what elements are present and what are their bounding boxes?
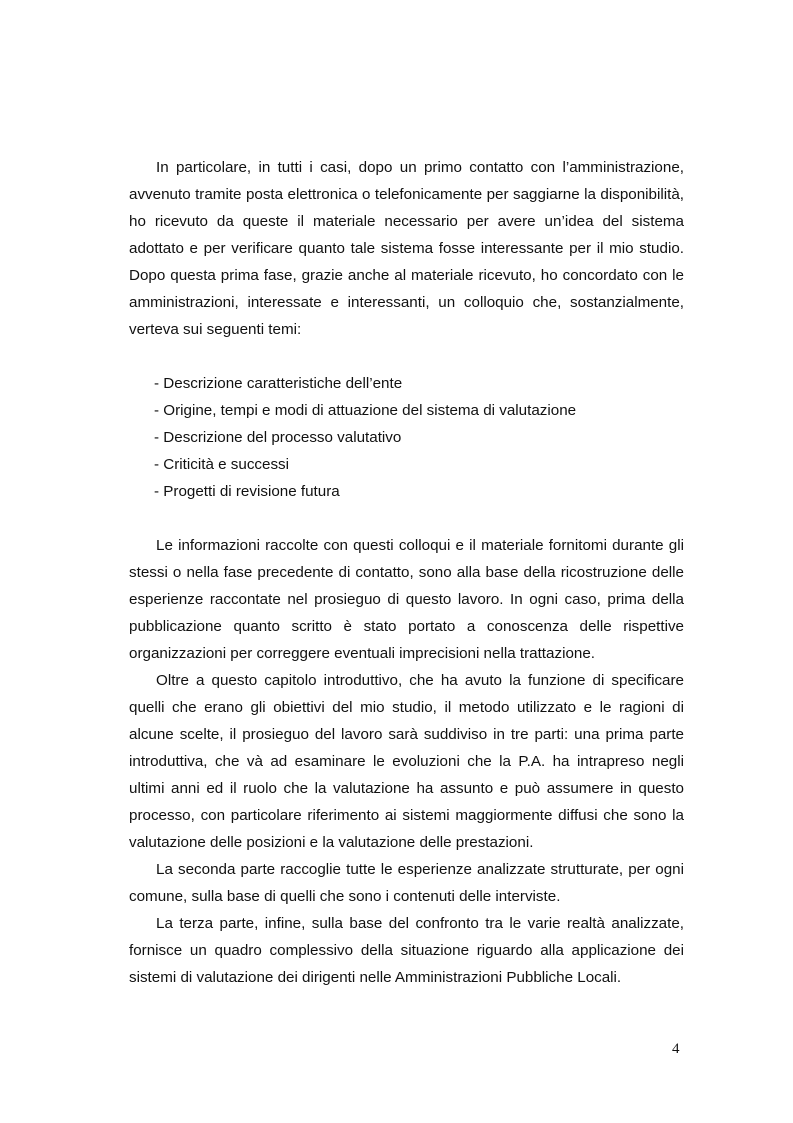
list-item: - Descrizione del processo valutativo xyxy=(154,429,402,446)
second-part-paragraph: La seconda parte raccoglie tutte le esperienze analizzate strutturate, per ogni comune, sulla base di quelli che sono i contenuti delle interviste. xyxy=(129,861,684,905)
intro-paragraph: In particolare, in tutti i casi, dopo un primo contatto con l’amministrazione, avvenuto tramite posta elettronica o telefonicamente per saggiarne la disponibilità, ho ricevuto da queste il materiale necessario per avere un’idea del sistema adottato e per verificare quanto tale sistema fosse interessante per il mio studio. Dopo questa prima fase, grazie anche al materiale ricevuto, ho concordato con le amministrazioni, interessate e interessanti, un colloquio che, sostanzialmente, verteva sui seguenti temi: xyxy=(129,159,684,338)
list-item: - Origine, tempi e modi di attuazione del sistema di valutazione xyxy=(154,402,577,419)
structure-paragraph: Oltre a questo capitolo introduttivo, che ha avuto la funzione di specificare quelli che erano gli obiettivi del mio studio, il metodo utilizzato e le ragioni di alcune scelte, il prosieguo del lavoro sarà suddiviso in tre parti: una prima parte introduttiva, che và ad esaminare le evoluzioni che la P.A. ha intrapreso negli ultimi anni ed il ruolo che la valutazione ha assunto e può assumere in questo processo, con particolare riferimento ai sistemi maggiormente diffusi che sono la valutazione delle posizioni e la valutazione delle prestazioni. xyxy=(129,672,684,851)
third-part-paragraph: La terza parte, infine, sulla base del confronto tra le varie realtà analizzate, fornisce un quadro complessivo della situazione riguardo alla applicazione dei sistemi di valutazione dei dirigenti nelle Amministrazioni Pubbliche Locali. xyxy=(129,915,684,986)
page-number: 4 xyxy=(672,1041,680,1057)
list-item: - Progetti di revisione futura xyxy=(154,483,340,500)
list-item: - Criticità e successi xyxy=(154,456,290,473)
spacer xyxy=(129,505,684,532)
information-paragraph: Le informazioni raccolte con questi colloqui e il materiale fornitomi durante gli stessi o nella fase precedente di contatto, sono alla base della ricostruzione delle esperienze raccontate nel prosieguo di questo lavoro. In ogni caso, prima della pubblicazione quanto scritto è stato portato a conoscenza delle rispettive organizzazioni per correggere eventuali imprecisioni nella trattazione. xyxy=(129,537,684,662)
spacer xyxy=(129,343,684,370)
interview-topics-list xyxy=(129,370,684,505)
document-page xyxy=(129,154,684,991)
list-item: - Descrizione caratteristiche dell’ente xyxy=(154,375,403,392)
